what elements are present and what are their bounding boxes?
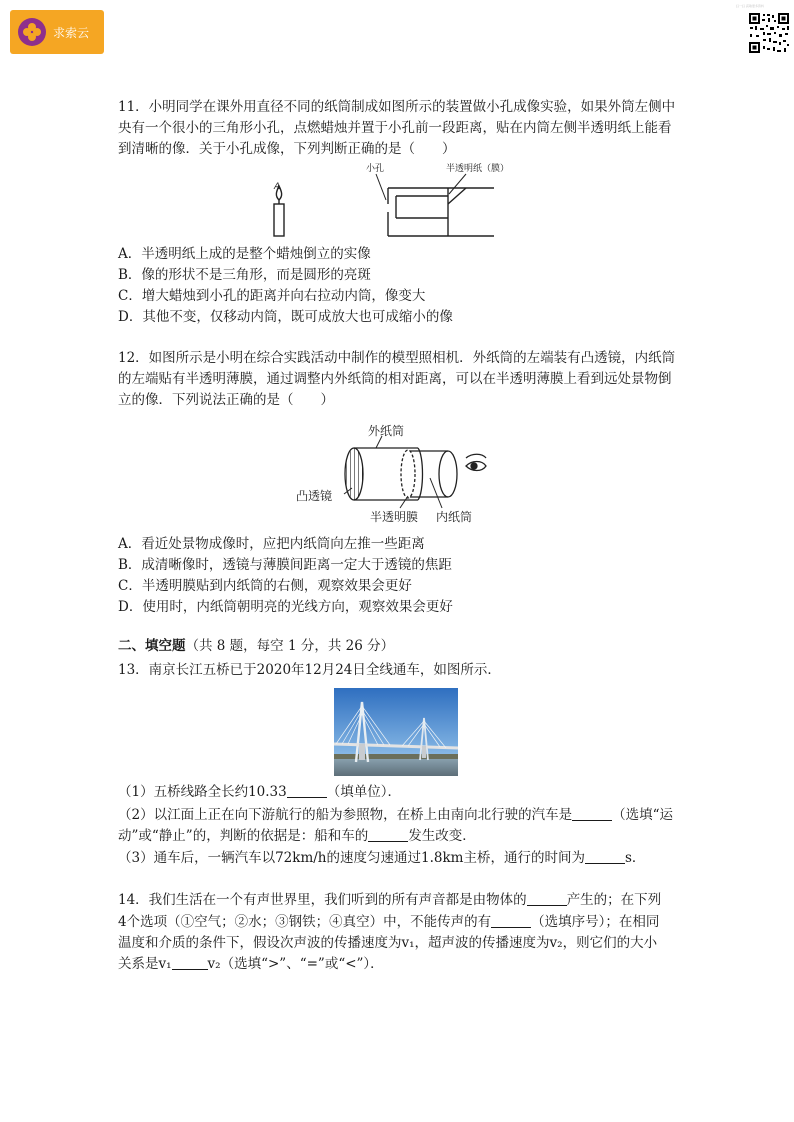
q11-option-a[interactable]: A．半透明纸上成的是整个蜡烛倒立的实像 xyxy=(118,246,371,262)
section-heading: 二、填空题 xyxy=(118,638,186,654)
q11-option-c[interactable]: C．增大蜡烛到小孔的距离并向右拉动内筒，像变大 xyxy=(118,288,426,304)
qr-code-icon[interactable] xyxy=(748,6,790,56)
cable-stayed-bridge-image xyxy=(334,688,458,776)
q14-blank-3[interactable] xyxy=(172,955,208,970)
q13-p3-text-a: （3）通车后，一辆汽车以72km/h的速度匀速通过1.8km主桥，通行的时间为 xyxy=(118,850,585,866)
q12-fig-outer-label: 外纸筒 xyxy=(368,424,405,438)
q12-fig-lens-label: 凸透镜 xyxy=(296,489,333,503)
q11-option-b[interactable]: B．像的形状不是三角形，而是圆形的亮斑 xyxy=(118,267,371,283)
q13-p2-blank-2[interactable] xyxy=(368,827,408,842)
section-detail: （共 8 题，每空 1 分，共 26 分） xyxy=(185,638,395,654)
q12-option-c[interactable]: C．半透明膜贴到内纸筒的右侧，观察效果会更好 xyxy=(118,578,412,594)
q14-l2-text-a: 4个选项（①空气；②水；③钢铁；④真空）中，不能传声的有 xyxy=(118,914,492,930)
q13-part1 xyxy=(118,782,401,803)
model-camera-diagram xyxy=(330,436,500,512)
q13-p1-text-b: （填单位）． xyxy=(326,784,401,800)
q13-p2-blank-1[interactable] xyxy=(572,806,612,821)
q12-option-b[interactable]: B．成清晰像时，透镜与薄膜间距离一定大于透镜的焦距 xyxy=(118,557,452,573)
brand-logo[interactable] xyxy=(10,10,104,54)
q12-fig-inner-label: 内纸筒 xyxy=(436,510,473,524)
q11-option-d[interactable]: D．其他不变，仅移动内筒，既可成放大也可成缩小的像 xyxy=(118,309,453,325)
qr-caption: 扫一扫 获取更多资料 xyxy=(736,4,764,8)
section-title xyxy=(118,636,394,657)
q13-part2-line2 xyxy=(118,826,476,847)
q13-p3-text-b: s． xyxy=(624,850,646,866)
q12-fig-film-label: 半透明膜 xyxy=(370,510,419,524)
q13-p2-text-a: （2）以江面上正在向下游航行的船为参照物，在桥上由南向北行驶的汽车是 xyxy=(118,807,573,823)
logo-text: 求索云 xyxy=(53,25,90,40)
q13-p2-text-c: 动”或“静止”的，判断的依据是：船和车的 xyxy=(118,828,369,844)
q14-line2 xyxy=(118,912,659,933)
q14-l1-text-b: 产生的；在下列 xyxy=(566,892,662,908)
q14-line1 xyxy=(118,890,661,911)
q11-fig-paper-label: 半透明纸（膜） xyxy=(446,164,510,174)
clover-logo-icon xyxy=(17,17,47,47)
bridge-photo xyxy=(334,688,458,776)
q14-blank-2[interactable] xyxy=(491,913,531,928)
q14-l4-text-b: v₂（选填“>”、“=”或“<”）． xyxy=(207,956,384,972)
q13-p2-text-d: 发生改变． xyxy=(408,828,476,844)
q11-fig-candle-letter: A xyxy=(274,182,281,192)
q13-part3 xyxy=(118,848,645,869)
q14-l4-text-a: 关系是v₁ xyxy=(118,956,172,972)
q14-blank-1[interactable] xyxy=(527,891,567,906)
q11-stem: 11．小明同学在课外用直径不同的纸筒制成如图所示的装置做小孔成像实验，如果外筒左侧中央有一个很小的三角形小孔，点燃蜡烛并置于小孔前一段距离，贴在内筒左侧半透明纸上能看到清晰的像．关于小孔成像，下列判断正确的是（ ） xyxy=(118,99,676,157)
q12-stem: 12．如图所示是小明在综合实践活动中制作的模型照相机．外纸筒的左端装有凸透镜，内纸筒的左端贴有半透明薄膜，通过调整内外纸筒的相对距离，可以在半透明薄膜上看到远处景物倒立的像．下列说法正确的是（ ） xyxy=(118,350,676,408)
q13-part2-line1 xyxy=(118,805,673,826)
q14-l2-text-b: （选填序号）；在相同 xyxy=(531,914,660,930)
q14-line4 xyxy=(118,954,384,975)
q13-stem: 13．南京长江五桥已于2020年12月24日全线通车，如图所示． xyxy=(118,662,501,678)
q12-option-d[interactable]: D．使用时，内纸筒朝明亮的光线方向，观察效果会更好 xyxy=(118,599,453,615)
q12-option-a[interactable]: A．看近处景物成像时，应把内纸筒向左推一些距离 xyxy=(118,536,425,552)
q14-l1-text-a: 14．我们生活在一个有声世界里，我们听到的所有声音都是由物体的 xyxy=(118,892,527,908)
pinhole-camera-diagram xyxy=(266,160,506,242)
q13-p1-blank[interactable] xyxy=(287,783,327,798)
q13-p1-text-a: （1）五桥线路全长约10.33 xyxy=(118,784,287,800)
q13-p3-blank[interactable] xyxy=(585,849,625,864)
q13-p2-text-b: （选填“运 xyxy=(612,807,673,823)
q14-line3: 温度和介质的条件下，假设次声波的传播速度为v₁，超声波的传播速度为v₂，则它们的大小 xyxy=(118,935,658,951)
q11-fig-hole-label: 小孔 xyxy=(366,164,385,174)
